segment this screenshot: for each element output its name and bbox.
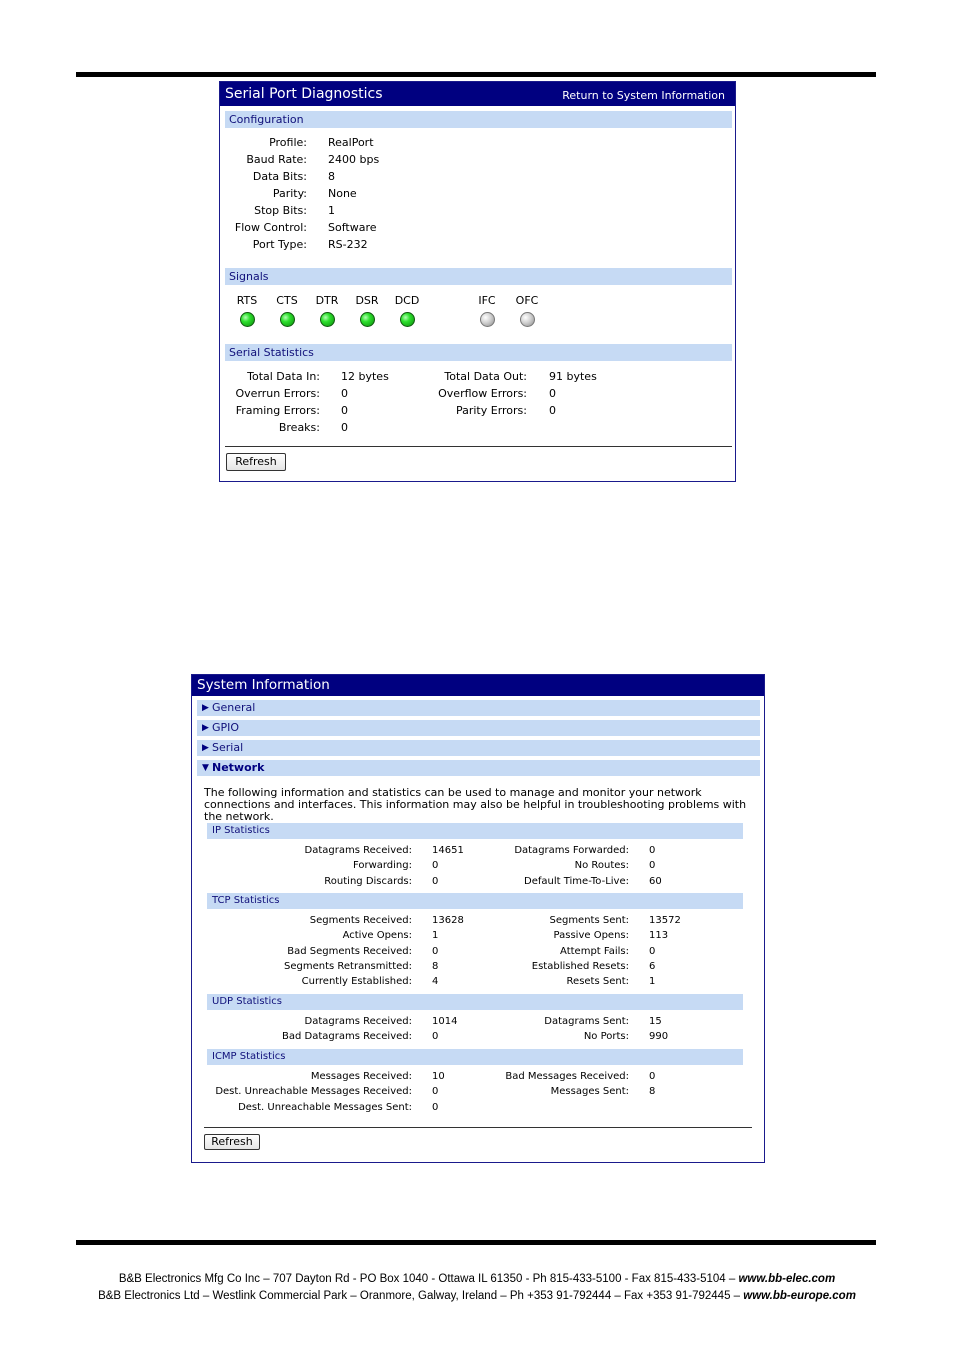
- sysinfo-refresh-button[interactable]: Refresh: [204, 1134, 260, 1150]
- config-value: 1: [328, 204, 335, 217]
- section-label: Network: [212, 761, 265, 774]
- signal-ofc: [510, 294, 544, 327]
- config-value: RealPort: [328, 136, 374, 149]
- stat-label: Established Resets:: [531, 960, 629, 972]
- udp-stat-row: [192, 1031, 762, 1044]
- udp-stat-row: [192, 1016, 762, 1029]
- stat-label: Bad Datagrams Received:: [282, 1031, 412, 1043]
- stat-value: 15: [649, 1016, 662, 1027]
- footer-us-address: B&B Electronics Mfg Co Inc – 707 Dayton Rd - PO Box 1040 - Ottawa IL 61350 - Ph 815-433-5100 - Fax 815-433-5104 –: [118, 1273, 739, 1285]
- udp-statistics-header: UDP Statistics: [207, 994, 743, 1010]
- stat-label: Datagrams Forwarded:: [514, 845, 629, 856]
- stat-value: 10: [432, 1071, 445, 1082]
- section-gpio[interactable]: [197, 720, 760, 736]
- tcp-statistics-header: TCP Statistics: [207, 893, 743, 909]
- stat-value: 1: [649, 976, 656, 988]
- tcp-stat-row: [192, 930, 762, 943]
- config-value: 2400 bps: [328, 153, 380, 166]
- footer-eu-address: B&B Electronics Ltd – Westlink Commercial Park – Oranmore, Galway, Ireland – Ph +353 91-792444 – Fax +353 91-792445 –: [98, 1290, 744, 1302]
- bottom-rule: [76, 1240, 876, 1245]
- ip-stat-row: [192, 845, 762, 858]
- stat-label: Forwarding:: [352, 860, 412, 872]
- serial-stat-row: [425, 368, 725, 385]
- serial-stat-value: 0: [341, 387, 348, 400]
- config-label: Parity:: [272, 187, 307, 200]
- signal-label: IFC: [478, 294, 496, 307]
- config-row: [225, 219, 725, 236]
- serial-statistics-header: Serial Statistics: [225, 344, 732, 361]
- serial-stat-label: Breaks:: [278, 421, 320, 434]
- stat-value: 13628: [432, 915, 464, 926]
- serial-divider: [225, 446, 732, 447]
- stat-value: 14651: [432, 845, 464, 856]
- stat-label: Attempt Fails:: [560, 945, 629, 957]
- sysinfo-divider: [204, 1127, 752, 1128]
- system-information-panel: [191, 674, 765, 1163]
- stat-value: 0: [432, 875, 439, 887]
- section-network[interactable]: [197, 760, 760, 776]
- stat-value: 0: [432, 1031, 439, 1043]
- stat-label: Routing Discards:: [324, 875, 412, 887]
- signal-label: RTS: [236, 294, 258, 307]
- stat-value: 1: [432, 930, 439, 942]
- stat-label: Datagrams Received:: [304, 845, 412, 856]
- config-label: Data Bits:: [252, 170, 307, 183]
- signal-label: DTR: [315, 294, 339, 307]
- tcp-stat-row: [192, 961, 762, 974]
- icmp-statistics-header: ICMP Statistics: [207, 1049, 743, 1065]
- icmp-stat-row: [192, 1102, 762, 1115]
- serial-titlebar: [220, 82, 735, 106]
- serial-stat-label: Framing Errors:: [235, 404, 320, 417]
- triangle-down-icon: ▼: [202, 763, 209, 773]
- serial-port-diagnostics-panel: [219, 81, 736, 482]
- config-value: RS-232: [328, 238, 368, 251]
- signal-label: OFC: [515, 294, 539, 307]
- signal-label: DCD: [394, 294, 420, 307]
- signal-rts: [230, 294, 264, 327]
- serial-panel-title: Serial Port Diagnostics: [225, 86, 383, 102]
- sysinfo-titlebar: [192, 675, 764, 696]
- stat-label: Currently Established:: [301, 976, 412, 988]
- signal-led-icon: [320, 312, 335, 327]
- section-serial[interactable]: [197, 740, 760, 756]
- footer-us-website[interactable]: www.bb-elec.com: [738, 1273, 836, 1285]
- stat-value: 0: [649, 860, 656, 872]
- stat-label: Datagrams Received:: [304, 1016, 412, 1027]
- signal-dtr: [310, 294, 344, 327]
- config-row: [225, 151, 725, 168]
- tcp-stat-row: [192, 915, 762, 928]
- serial-stat-value: 0: [549, 387, 556, 400]
- serial-stat-row: [225, 402, 425, 419]
- serial-stat-label: Parity Errors:: [455, 404, 527, 417]
- stat-value: 990: [649, 1031, 669, 1043]
- config-value: None: [328, 187, 357, 200]
- triangle-right-icon: ▶: [202, 723, 209, 733]
- serial-stat-value: 0: [341, 421, 348, 434]
- stat-label: Bad Messages Received:: [505, 1071, 629, 1082]
- signal-led-icon: [280, 312, 295, 327]
- signal-led-icon: [480, 312, 495, 327]
- stat-value: 0: [649, 945, 656, 957]
- config-row: [225, 185, 725, 202]
- icmp-stat-row: [192, 1086, 762, 1099]
- ip-statistics-header: IP Statistics: [207, 823, 743, 839]
- serial-stat-value: 91 bytes: [549, 370, 597, 383]
- section-label: GPIO: [212, 721, 240, 734]
- signals-header: Signals: [225, 268, 732, 285]
- signal-label: DSR: [355, 294, 379, 307]
- stat-label: No Routes:: [574, 860, 629, 872]
- stat-value: 4: [432, 976, 439, 988]
- footer-line-us: [0, 1273, 954, 1285]
- signal-led-icon: [360, 312, 375, 327]
- stat-label: Resets Sent:: [566, 976, 629, 988]
- stat-value: 0: [432, 1086, 439, 1098]
- serial-stat-value: 0: [341, 404, 348, 417]
- serial-stat-row: [225, 419, 425, 436]
- stat-label: Bad Segments Received:: [287, 945, 412, 957]
- ip-stat-row: [192, 860, 762, 873]
- config-row: [225, 168, 725, 185]
- triangle-right-icon: ▶: [202, 743, 209, 753]
- triangle-right-icon: ▶: [202, 703, 209, 713]
- signal-dsr: [350, 294, 384, 327]
- serial-stat-label: Overflow Errors:: [438, 387, 527, 400]
- sysinfo-panel-title: System Information: [197, 677, 330, 693]
- config-row: [225, 202, 725, 219]
- config-label: Port Type:: [252, 238, 307, 251]
- stat-label: Messages Sent:: [550, 1086, 629, 1098]
- stat-label: Segments Sent:: [549, 915, 629, 926]
- ip-stat-row: [192, 876, 762, 889]
- stat-label: Dest. Unreachable Messages Received:: [215, 1086, 412, 1098]
- signal-led-icon: [520, 312, 535, 327]
- icmp-stat-row: [192, 1071, 762, 1084]
- config-label: Baud Rate:: [246, 153, 307, 166]
- stat-value: 0: [649, 1071, 656, 1082]
- config-row: [225, 236, 725, 253]
- section-label: General: [212, 701, 256, 714]
- config-value: Software: [328, 221, 377, 234]
- footer-line-eu: [0, 1290, 954, 1302]
- top-rule: [76, 72, 876, 77]
- stat-value: 8: [432, 960, 439, 972]
- section-general[interactable]: [197, 700, 760, 716]
- stat-value: 0: [432, 1101, 439, 1113]
- stat-label: Active Opens:: [342, 930, 412, 942]
- config-label: Profile:: [269, 136, 307, 149]
- config-row: [225, 134, 725, 151]
- serial-stat-row: [425, 385, 725, 402]
- serial-stat-row: [225, 368, 425, 385]
- network-intro-text: The following information and statistics can be used to manage and monitor your network connections and interfaces. This information may also be helpful in troubleshooting problems with the network.: [204, 786, 747, 823]
- config-label: Flow Control:: [234, 221, 307, 234]
- serial-stat-value: 0: [549, 404, 556, 417]
- stat-value: 6: [649, 960, 656, 972]
- tcp-stat-row: [192, 976, 762, 989]
- configuration-header: Configuration: [225, 111, 732, 128]
- stat-value: 0: [432, 860, 439, 872]
- stat-value: 0: [432, 945, 439, 957]
- serial-stat-row: [425, 402, 725, 419]
- stat-label: Datagrams Sent:: [544, 1016, 629, 1027]
- serial-stat-label: Total Data Out:: [444, 370, 527, 383]
- serial-stat-label: Overrun Errors:: [235, 387, 320, 400]
- tcp-stat-row: [192, 946, 762, 959]
- signal-led-icon: [400, 312, 415, 327]
- signal-dcd: [390, 294, 424, 327]
- stat-value: 113: [649, 930, 669, 942]
- return-to-system-information-link[interactable]: Return to System Information: [562, 89, 725, 102]
- signal-led-icon: [240, 312, 255, 327]
- stat-label: Default Time-To-Live:: [524, 875, 629, 887]
- config-label: Stop Bits:: [254, 204, 307, 217]
- stat-value: 13572: [649, 915, 681, 926]
- stat-label: Segments Retransmitted:: [284, 960, 412, 972]
- section-label: Serial: [212, 741, 244, 754]
- stat-value: 0: [649, 845, 656, 856]
- stat-label: No Ports:: [583, 1031, 629, 1043]
- serial-stat-label: Total Data In:: [247, 370, 320, 383]
- signal-ifc: [470, 294, 504, 327]
- stat-value: 8: [649, 1086, 656, 1098]
- stat-value: 1014: [432, 1016, 458, 1027]
- config-value: 8: [328, 170, 335, 183]
- stat-label: Passive Opens:: [553, 930, 629, 942]
- serial-stat-value: 12 bytes: [341, 370, 389, 383]
- signal-cts: [270, 294, 304, 327]
- footer-eu-website[interactable]: www.bb-europe.com: [743, 1290, 856, 1302]
- stat-label: Dest. Unreachable Messages Sent:: [238, 1101, 412, 1113]
- stat-value: 60: [649, 875, 662, 887]
- serial-stat-row: [225, 385, 425, 402]
- signal-label: CTS: [276, 294, 298, 307]
- stat-label: Segments Received:: [309, 915, 412, 926]
- serial-refresh-button[interactable]: Refresh: [226, 453, 286, 471]
- stat-label: Messages Received:: [310, 1071, 412, 1082]
